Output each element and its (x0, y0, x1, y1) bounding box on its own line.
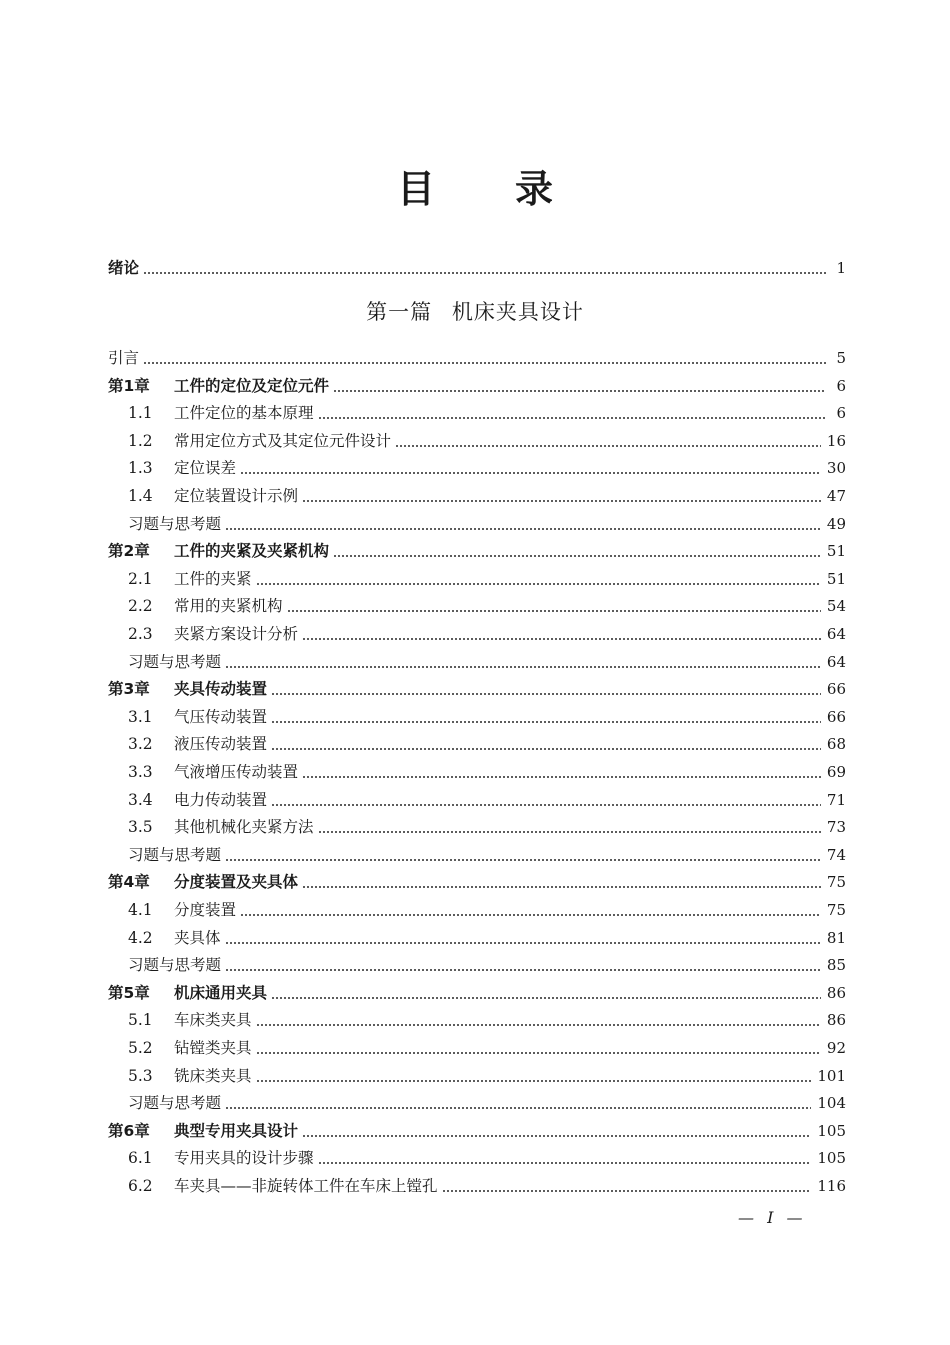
dot-leader (318, 831, 821, 833)
toc-entry-page: 86 (826, 984, 846, 1002)
toc-entry[interactable] (128, 951, 846, 975)
toc-entry-number: 1.3 (128, 459, 153, 477)
toc-entry-title: 习题与思考题 (128, 956, 222, 974)
toc-section-entry[interactable] (128, 592, 846, 616)
dot-leader (225, 666, 821, 668)
toc-entry-number: 第4章 (108, 873, 150, 891)
dot-leader (333, 555, 821, 557)
toc-entry-number: 第6章 (108, 1122, 150, 1140)
toc-entry-number: 2.1 (128, 570, 153, 588)
toc-entry-page: 86 (826, 1011, 846, 1029)
toc-entry-number: 5.2 (128, 1039, 153, 1057)
toc-entry-number: 3.3 (128, 763, 153, 781)
toc-entry-number: 2.2 (128, 597, 153, 615)
toc-entry-page: 116 (817, 1177, 846, 1195)
dot-leader (143, 272, 826, 274)
toc-chapter-entry[interactable] (108, 868, 846, 892)
toc-section-entry[interactable] (128, 1006, 846, 1030)
toc-entry-number: 6.2 (128, 1177, 153, 1195)
toc-entry-page: 75 (826, 901, 846, 919)
toc-entry-page: 105 (817, 1149, 846, 1167)
toc-entry-number: 3.4 (128, 791, 153, 809)
toc-section-entry[interactable] (128, 1172, 846, 1196)
dot-leader (302, 500, 821, 502)
toc-entry[interactable] (128, 841, 846, 865)
toc-entry-page: 71 (826, 791, 846, 809)
toc-entry-title: 机床通用夹具 (174, 984, 268, 1002)
dot-leader (395, 445, 821, 447)
toc-entry-title: 气液增压传动装置 (174, 763, 299, 781)
dot-leader (271, 804, 821, 806)
toc-entry-page: 64 (826, 653, 846, 671)
toc-section-entry[interactable] (128, 730, 846, 754)
toc-entry-number: 3.2 (128, 735, 153, 753)
toc-entry-page: 54 (826, 597, 846, 615)
toc-chapter-entry[interactable] (108, 979, 846, 1003)
toc-entry-number: 3.5 (128, 818, 153, 836)
toc-section-entry[interactable] (128, 758, 846, 782)
toc-entry-title: 夹具传动装置 (174, 680, 268, 698)
toc-entry-title: 习题与思考题 (128, 515, 222, 533)
toc-section-entry[interactable] (128, 620, 846, 644)
toc-entry-title: 电力传动装置 (174, 791, 268, 809)
toc-entry-title: 分度装置及夹具体 (174, 873, 299, 891)
toc-section-entry[interactable] (128, 399, 846, 423)
dot-leader (143, 362, 826, 364)
toc-entry-page: 75 (826, 873, 846, 891)
toc-entry-page: 6 (836, 404, 846, 422)
toc-entry-page: 6 (836, 377, 846, 395)
toc-section-entry[interactable] (128, 427, 846, 451)
page-title-char-2: 录 (515, 167, 554, 211)
dot-leader (271, 997, 821, 999)
toc-entry-title: 液压传动装置 (174, 735, 268, 753)
toc-entry-page: 69 (826, 763, 846, 781)
dot-leader (302, 776, 821, 778)
dot-leader (333, 390, 826, 392)
toc-entry-page: 101 (817, 1067, 846, 1085)
toc-entry-title: 车床类夹具 (174, 1011, 252, 1029)
toc-entry-preface[interactable] (108, 254, 846, 278)
toc-entry-page: 64 (826, 625, 846, 643)
toc-chapter-entry[interactable] (108, 537, 846, 561)
toc-entry-page: 66 (826, 708, 846, 726)
toc-entry[interactable] (128, 1089, 846, 1113)
part-label: 第一篇 (366, 300, 433, 324)
toc-entry-title: 习题与思考题 (128, 846, 222, 864)
toc-entry-title: 夹紧方案设计分析 (174, 625, 299, 643)
toc-entry-page: 68 (826, 735, 846, 753)
toc-entry-page: 16 (826, 432, 846, 450)
toc-entry-title: 工件的夹紧及夹紧机构 (174, 542, 330, 560)
dot-leader (256, 1052, 821, 1054)
toc-entry-title: 常用的夹紧机构 (174, 597, 283, 615)
toc-section-entry[interactable] (128, 1062, 846, 1086)
toc-entry-title: 夹具体 (174, 929, 221, 947)
part-name: 机床夹具设计 (451, 300, 584, 324)
toc-section-entry[interactable] (128, 703, 846, 727)
toc-section-entry[interactable] (128, 565, 846, 589)
toc-entry-title: 车夹具——非旋转体工件在车床上镗孔 (174, 1177, 438, 1195)
toc-entry[interactable] (128, 648, 846, 672)
toc-section-entry[interactable] (128, 482, 846, 506)
toc-entry[interactable] (108, 344, 846, 368)
part-heading (0, 296, 950, 326)
dot-leader (225, 859, 821, 861)
toc-chapter-entry[interactable] (108, 372, 846, 396)
toc-entry-number: 4.2 (128, 929, 153, 947)
toc-entry[interactable] (128, 510, 846, 534)
toc-entry-page: 104 (817, 1094, 846, 1112)
toc-chapter-entry[interactable] (108, 675, 846, 699)
toc-entry-number: 1.4 (128, 487, 153, 505)
toc-entry-number: 第3章 (108, 680, 150, 698)
toc-entry-page: 49 (826, 515, 846, 533)
toc-entry-title: 工件定位的基本原理 (174, 404, 314, 422)
toc-entry-page: 85 (826, 956, 846, 974)
toc-entry-title: 其他机械化夹紧方法 (174, 818, 314, 836)
toc-entry-number: 第2章 (108, 542, 150, 560)
toc-entry-title: 引言 (108, 349, 140, 367)
toc-entry-title: 工件的定位及定位元件 (174, 377, 330, 395)
dot-leader (302, 886, 821, 888)
dot-leader (271, 693, 821, 695)
toc-section-entry[interactable] (128, 924, 846, 948)
dot-leader (240, 914, 821, 916)
toc-entry-number: 第1章 (108, 377, 150, 395)
toc-entry-number: 1.1 (128, 404, 153, 422)
toc-entry-title: 气压传动装置 (174, 708, 268, 726)
dot-leader (287, 610, 821, 612)
toc-entry-title: 分度装置 (174, 901, 237, 919)
dot-leader (442, 1190, 812, 1192)
toc-section-entry[interactable] (128, 896, 846, 920)
toc-section-entry[interactable] (128, 454, 846, 478)
toc-entry-title: 习题与思考题 (128, 653, 222, 671)
toc-entry-page: 73 (826, 818, 846, 836)
toc-entry-page: 51 (826, 542, 846, 560)
toc-entry-title: 铣床类夹具 (174, 1067, 252, 1085)
dot-leader (302, 638, 821, 640)
dot-leader (271, 748, 821, 750)
dot-leader (318, 1162, 812, 1164)
toc-entry-page: 66 (826, 680, 846, 698)
dot-leader (256, 1024, 821, 1026)
dot-leader (256, 1080, 812, 1082)
page-number-footer: — I — (738, 1208, 807, 1227)
dot-leader (302, 1135, 811, 1137)
dot-leader (318, 417, 826, 419)
toc-entry-title: 习题与思考题 (128, 1094, 222, 1112)
toc-section-entry[interactable] (128, 813, 846, 837)
dot-leader (225, 942, 821, 944)
toc-entry-page: 30 (826, 459, 846, 477)
toc-entry-number: 第5章 (108, 984, 150, 1002)
toc-entry-page: 92 (826, 1039, 846, 1057)
toc-entry-page: 74 (826, 846, 846, 864)
toc-entry-title: 常用定位方式及其定位元件设计 (174, 432, 392, 450)
toc-entry-page: 47 (826, 487, 846, 505)
toc-entry-title: 钻镗类夹具 (174, 1039, 252, 1057)
toc-section-entry[interactable] (128, 786, 846, 810)
toc-entry-page: 105 (817, 1122, 846, 1140)
dot-leader (225, 1107, 811, 1109)
toc-entry-number: 2.3 (128, 625, 153, 643)
toc-entry-title: 定位误差 (174, 459, 237, 477)
toc-entry-number: 5.1 (128, 1011, 153, 1029)
toc-section-entry[interactable] (128, 1034, 846, 1058)
toc-section-entry[interactable] (128, 1144, 846, 1168)
dot-leader (271, 721, 821, 723)
toc-chapter-entry[interactable] (108, 1117, 846, 1141)
page-title-char-1: 目 (396, 167, 435, 211)
toc-entry-page: 1 (836, 259, 846, 277)
dot-leader (240, 472, 821, 474)
dot-leader (225, 528, 821, 530)
dot-leader (256, 583, 821, 585)
toc-entry-title: 专用夹具的设计步骤 (174, 1149, 314, 1167)
toc-entry-title: 定位装置设计示例 (174, 487, 299, 505)
toc-entry-number: 1.2 (128, 432, 153, 450)
toc-entry-number: 3.1 (128, 708, 153, 726)
dot-leader (225, 969, 821, 971)
toc-entry-title: 典型专用夹具设计 (174, 1122, 299, 1140)
toc-entry-page: 81 (826, 929, 846, 947)
toc-entry-title: 绪论 (108, 259, 140, 277)
toc-entry-page: 5 (836, 349, 846, 367)
toc-entry-number: 6.1 (128, 1149, 153, 1167)
toc-entry-number: 4.1 (128, 901, 153, 919)
toc-entry-page: 51 (826, 570, 846, 588)
toc-entry-title: 工件的夹紧 (174, 570, 252, 588)
toc-entry-number: 5.3 (128, 1067, 153, 1085)
